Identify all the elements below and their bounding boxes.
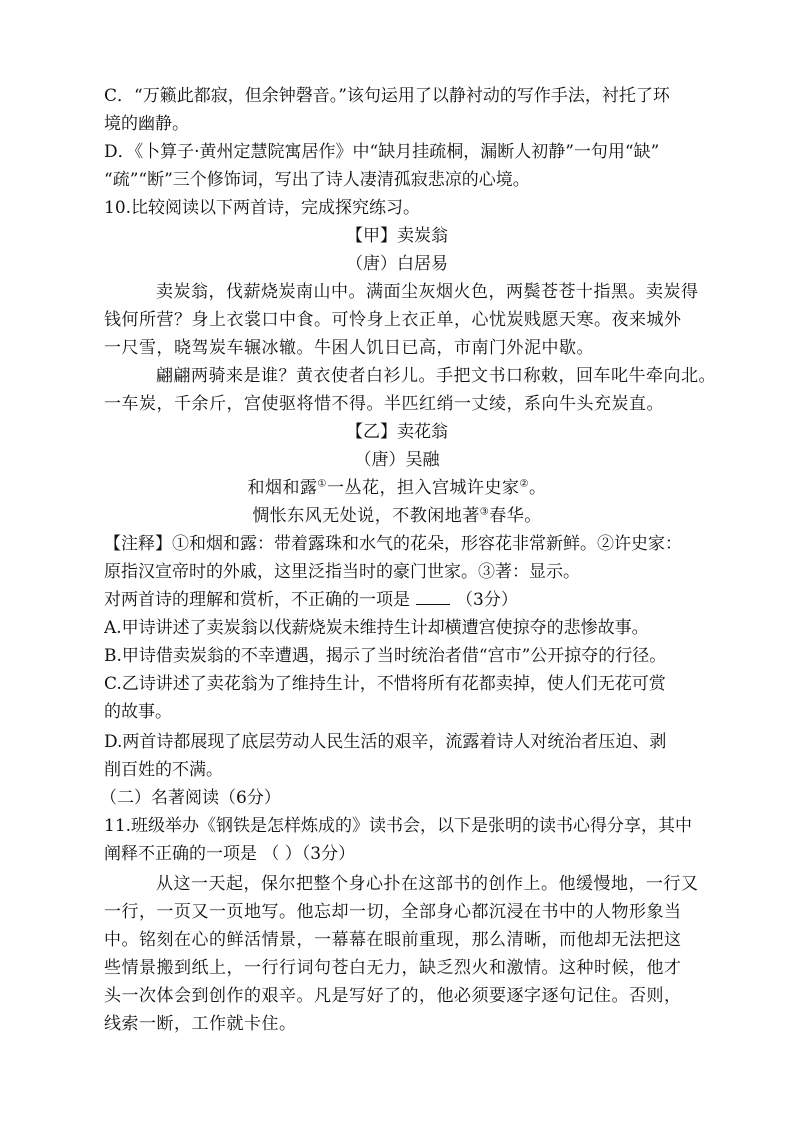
poem-a-line: 一尺雪，晓驾炭车辗冰辙。牛困人饥日已高，市南门外泥中歇。 xyxy=(104,338,594,358)
q9-option-d: D．《卜算子·黄州定慧院寓居作》中“缺月挂疏桐，漏断人初静”一句用“缺” xyxy=(104,142,660,162)
q9-option-c: C．“万籁此都寂，但余钟磬音。”该句运用了以静衬动的写作手法，衬托了环 xyxy=(104,86,670,106)
q11-passage-line: 些情景搬到纸上，一行行词句苍白无力，缺乏烈火和激情。这种时候，他才 xyxy=(104,958,682,978)
poem-a-line: 卖炭翁，伐薪烧炭南山中。满面尘灰烟火色，两鬓苍苍十指黑。卖炭得 xyxy=(156,282,699,302)
q10-option-a: A.甲诗讲述了卖炭翁以伐薪烧炭未维持生计却横遭宫使掠夺的悲惨故事。 xyxy=(104,618,649,638)
q10-option-c-cont: 的故事。 xyxy=(104,702,172,722)
footnote-marker-3: ③ xyxy=(479,506,490,518)
q10-question: 对两首诗的理解和赏析，不正确的一项是 （3分） xyxy=(104,590,518,610)
q11-stem-cont: 阐释不正确的一项是 （ ）（3分） xyxy=(104,844,356,864)
poem-a-line: 一车炭，千余斤，宫使驱将惜不得。半匹红绡一丈绫，系向牛头充炭直。 xyxy=(104,394,664,414)
q11-passage-line: 一行，一页又一页地写。他忘却一切，全部身心都沉浸在书中的人物形象当 xyxy=(104,902,682,922)
section-title: （二）名著阅读（6分） xyxy=(100,788,281,808)
q10-option-c: C.乙诗讲述了卖花翁为了维持生计，不惜将所有花都卖掉，使人们无花可赏 xyxy=(104,674,666,694)
q11-passage-line: 中。铭刻在心的鲜活情景，一幕幕在眼前重现，那么清晰，而他却无法把这 xyxy=(104,930,682,950)
q10-option-b: B.甲诗借卖炭翁的不幸遭遇，揭示了当时统治者借“宫市”公开掠夺的行径。 xyxy=(104,646,667,666)
footnote-marker-1: ① xyxy=(317,478,327,490)
q10-stem: 10.比较阅读以下两首诗，完成探究练习。 xyxy=(104,198,421,218)
poem-a-author: （唐）白居易 xyxy=(346,254,448,274)
q11-passage-line: 头一次体会到创作的艰辛。凡是写好了的，他必须要逐字逐句记住。否则， xyxy=(104,986,682,1006)
poem-b-line-2: 惆怅东风无处说，不教闲地著③春华。 xyxy=(252,506,542,526)
annotation-cont: 原指汉宣帝时的外戚，这里泛指当时的豪门世家。③著：显示。 xyxy=(104,562,580,582)
poem-b-author: （唐）吴融 xyxy=(354,450,440,470)
poem-b-title: 【乙】卖花翁 xyxy=(346,422,448,442)
q9-option-c-cont: 境的幽静。 xyxy=(104,114,189,134)
q9-option-d-cont: “疏”“断”三个修饰词，写出了诗人凄清孤寂悲凉的心境。 xyxy=(104,170,530,190)
poem-b-line-1: 和烟和露①一丛花，担入宫城许史家②。 xyxy=(247,478,547,498)
poem-a-title: 【甲】卖炭翁 xyxy=(346,226,448,246)
answer-blank xyxy=(416,604,450,605)
footnote-marker-2: ② xyxy=(519,478,529,490)
q11-passage-line: 线索一断，工作就卡住。 xyxy=(104,1014,297,1034)
q11-stem: 11.班级举办《钢铁是怎样炼成的》读书会，以下是张明的读书心得分享，其中 xyxy=(104,816,693,836)
q10-option-d-cont: 削百姓的不满。 xyxy=(104,760,223,780)
poem-a-line: 钱何所营？身上衣裳口中食。可怜身上衣正单，心忧炭贱愿天寒。夜来城外 xyxy=(104,310,682,330)
q11-passage-line: 从这一天起，保尔把整个身心扑在这部书的创作上。他缓慢地，一行又 xyxy=(156,874,699,894)
annotation: 【注释】①和烟和露：带着露珠和水气的花朵，形容花非常新鲜。②许史家： xyxy=(104,534,682,554)
q10-option-d: D.两首诗都展现了底层劳动人民生活的艰辛，流露着诗人对统治者压迫、剥 xyxy=(104,732,667,752)
poem-a-line: 翩翩两骑来是谁？黄衣使者白衫儿。手把文书口称敕，回车叱牛牵向北。 xyxy=(156,366,716,386)
